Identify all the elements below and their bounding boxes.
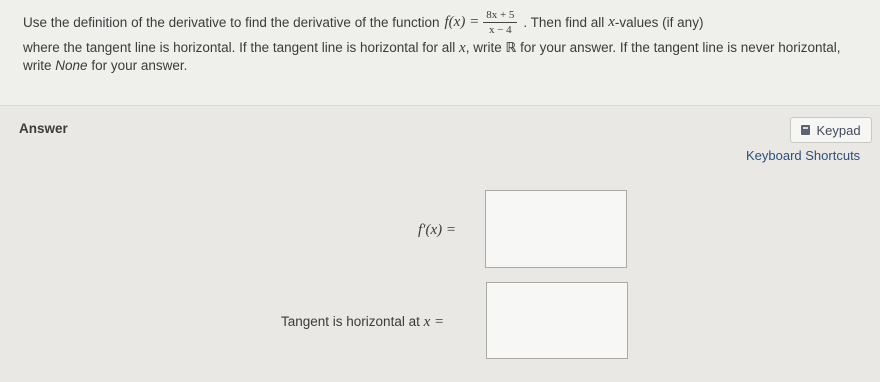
question-panel (0, 0, 880, 106)
tangent-x-variable: x (423, 314, 431, 330)
reals-symbol: ℝ (505, 40, 517, 56)
answer-label: Answer (19, 121, 68, 136)
calculator-icon (801, 125, 810, 135)
x-variable-inline: x (459, 40, 466, 56)
question-then: . Then find all (523, 15, 605, 30)
question-line-1 (23, 9, 703, 36)
derivative-answer-input[interactable] (485, 190, 627, 268)
fraction-numerator: 8x + 5 (483, 9, 517, 23)
tangent-label-text: Tangent is horizontal at (281, 314, 420, 329)
instruction-text-d: never horizontal, write (23, 40, 841, 73)
instruction-text-e: for your answer. (91, 58, 188, 73)
x-variable: x (608, 14, 615, 30)
tangent-equals: = (434, 314, 445, 330)
keypad-button[interactable] (790, 117, 872, 143)
function-lhs: f(x) = (444, 14, 480, 30)
none-keyword: None (55, 58, 88, 73)
keyboard-shortcuts-link[interactable]: Keyboard Shortcuts (746, 148, 861, 163)
question-values-suffix: -values (if any) (614, 15, 704, 30)
instruction-text-b: , write (465, 40, 502, 55)
function-fraction (483, 9, 517, 36)
keypad-button-label: Keypad (816, 122, 861, 138)
tangent-answer-input[interactable] (486, 282, 628, 359)
fraction-denominator: x − 4 (488, 24, 512, 36)
derivative-label-text: f′(x) = (418, 222, 456, 238)
question-instructions (23, 39, 863, 75)
question-intro: Use the definition of the derivative to find the derivative of the function (23, 15, 440, 30)
derivative-label (418, 222, 456, 239)
tangent-label (281, 314, 444, 331)
instruction-text-a: where the tangent line is horizontal. If the tangent line is horizontal for all (23, 40, 456, 55)
instruction-text-c: for your answer. If the tangent line is (520, 40, 737, 55)
